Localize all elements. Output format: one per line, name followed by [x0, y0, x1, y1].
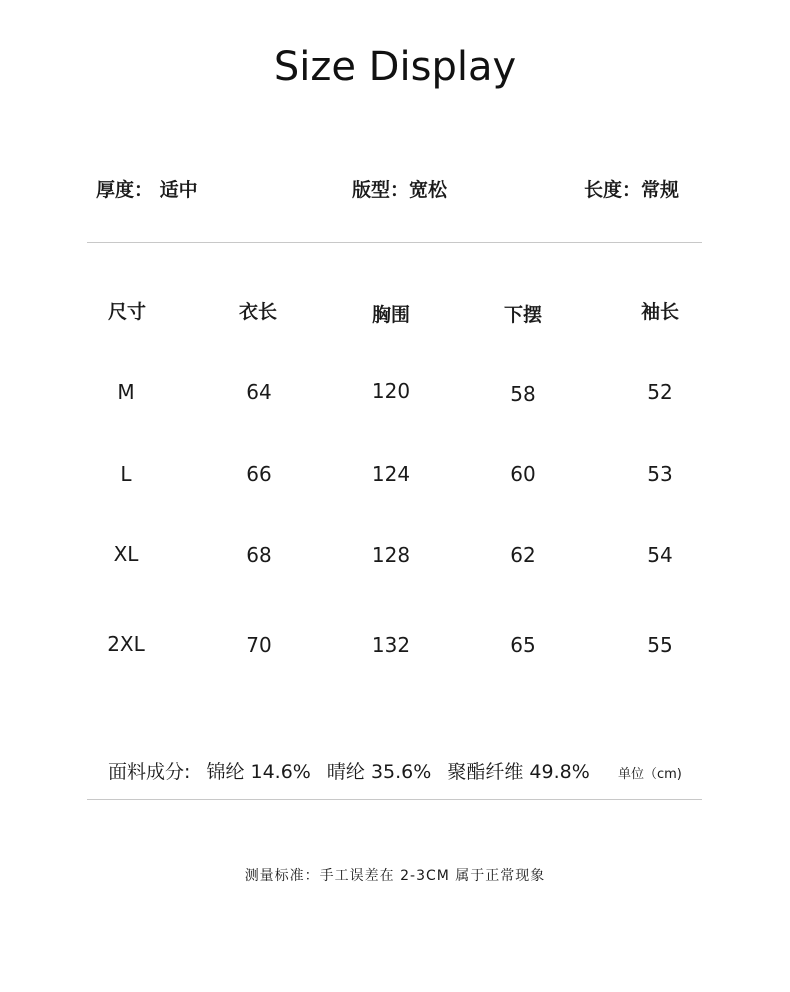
table-header: 下摆	[503, 304, 542, 326]
table-cell: 58	[510, 382, 536, 406]
fabric-item: 锦纶 14.6%	[206, 761, 311, 783]
fabric-item: 聚酯纤维 49.8%	[447, 761, 590, 783]
fabric-composition	[108, 757, 600, 784]
fabric-label: 面料成分:	[108, 761, 191, 783]
attr-thickness	[96, 175, 198, 202]
attr-thickness-value: 适中	[159, 179, 198, 201]
unit-label: 单位（cm)	[618, 767, 682, 782]
attribute-row	[0, 175, 790, 205]
table-header: 衣长	[238, 301, 277, 323]
table-cell: 70	[246, 633, 272, 657]
divider-bottom	[87, 799, 702, 800]
page-title: Size Display	[273, 44, 517, 90]
table-cell: XL	[113, 542, 139, 566]
attr-thickness-label: 厚度：	[96, 179, 154, 201]
table-cell: 53	[647, 462, 673, 486]
table-cell: 62	[510, 543, 536, 567]
table-cell: M	[117, 380, 135, 404]
attr-length-value: 常规	[641, 179, 680, 201]
attr-length-label: 长度：	[584, 179, 642, 201]
table-cell: 68	[246, 543, 272, 567]
table-cell: 120	[371, 379, 411, 403]
table-header: 尺寸	[107, 301, 146, 323]
divider-top	[87, 242, 702, 243]
fabric-item: 晴纶 35.6%	[326, 761, 432, 783]
table-cell: 54	[647, 543, 673, 567]
table-cell: 124	[371, 462, 411, 486]
table-cell: 132	[371, 633, 411, 657]
table-cell: 66	[246, 462, 272, 486]
table-cell: 128	[371, 543, 411, 567]
table-header: 胸围	[371, 304, 410, 326]
table-header: 袖长	[640, 301, 679, 323]
table-cell: 60	[510, 462, 536, 486]
table-cell: L	[120, 462, 132, 486]
table-cell: 52	[647, 380, 673, 404]
table-cell: 55	[647, 633, 673, 657]
attr-length	[584, 175, 679, 202]
attr-fit-value: 宽松	[409, 179, 448, 201]
table-cell: 64	[246, 380, 272, 404]
attr-fit	[352, 175, 447, 202]
table-cell: 2XL	[107, 632, 145, 656]
attr-fit-label: 版型：	[352, 179, 410, 201]
table-cell: 65	[510, 633, 536, 657]
measurement-note: 测量标准：手工误差在 2-3CM 属于正常现象	[244, 868, 546, 884]
